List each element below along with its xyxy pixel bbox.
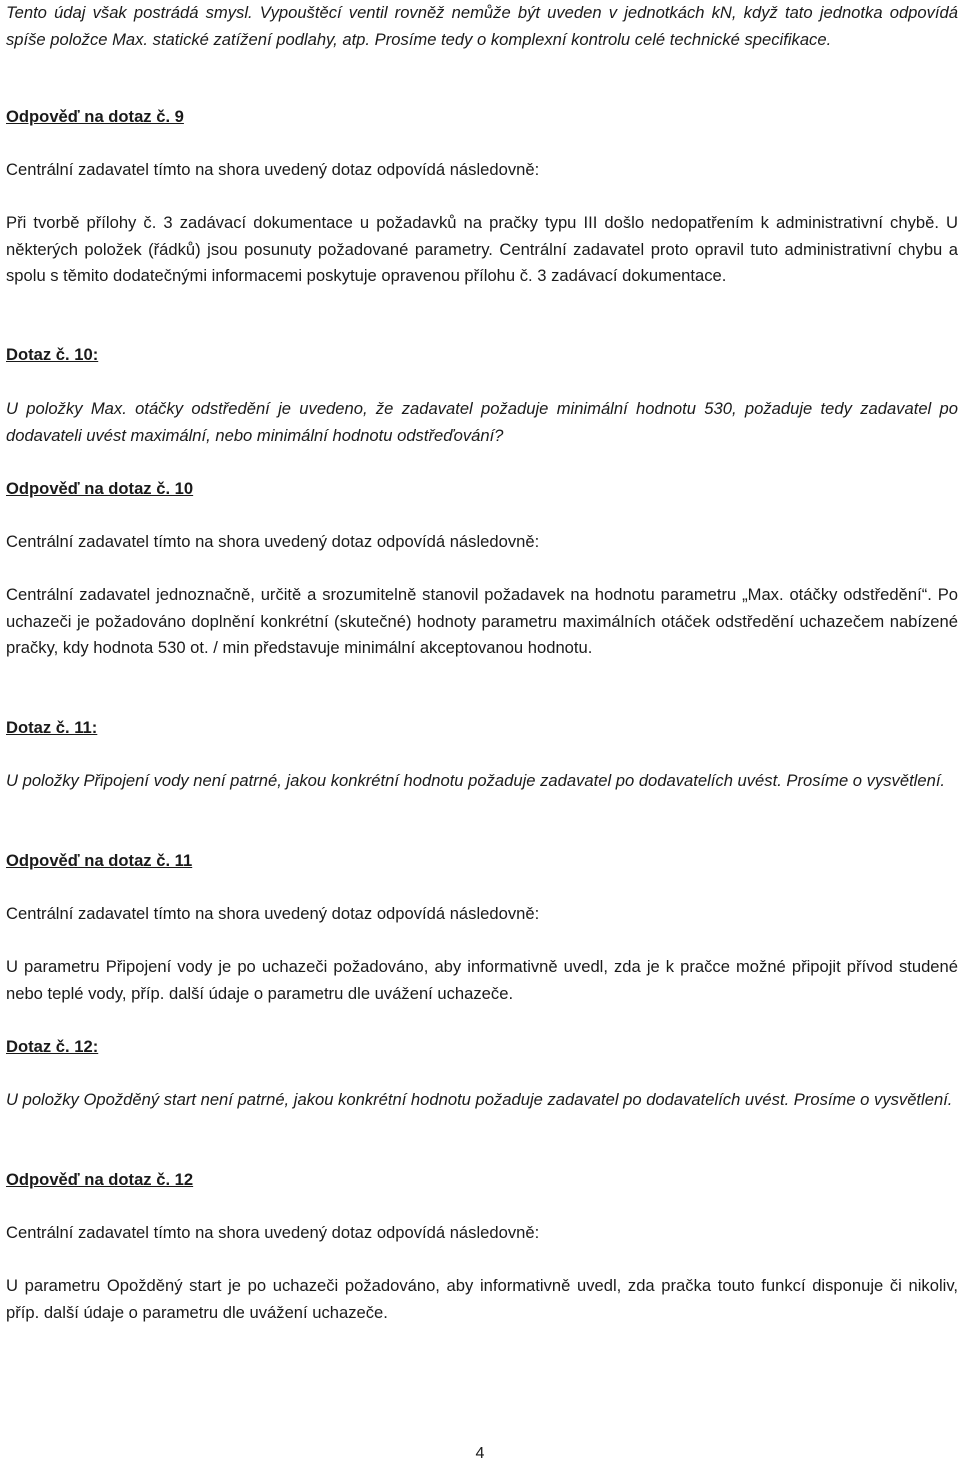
answer-10-lead: Centrální zadavatel tímto na shora uvedený dotaz odpovídá následovně:: [6, 532, 540, 551]
answer-11-heading: Odpověď na dotaz č. 11: [6, 851, 193, 870]
answer-11-heading-block: [6, 848, 958, 875]
question-10-body-block: [6, 396, 958, 449]
answer-12-heading: Odpověď na dotaz č. 12: [6, 1170, 194, 1189]
answer-9-heading: Odpověď na dotaz č. 9: [6, 107, 184, 126]
intro-text: Tento údaj však postrádá smysl. Vypouštěcí ventil rovněž nemůže být uveden v jednotkách kN, když tato jednotka odpovídá spíše položce Max. statické zatížení podlahy, atp. Prosíme tedy o komplexní kontrolu celé technické specifikace.: [6, 3, 958, 49]
question-12-heading-block: [6, 1034, 958, 1061]
answer-9-lead-block: [6, 157, 958, 184]
question-11-body-block: [6, 768, 958, 795]
question-12-body-block: [6, 1087, 958, 1114]
answer-10-lead-block: [6, 529, 958, 556]
answer-10-heading: Odpověď na dotaz č. 10: [6, 479, 194, 498]
answer-12-heading-block: [6, 1167, 958, 1194]
answer-12-lead-block: [6, 1220, 958, 1247]
answer-10-body: Centrální zadavatel jednoznačně, určitě a srozumitelně stanovil požadavek na hodnotu parametru „Max. otáčky odstředění“. Po uchazeči je požadováno doplnění konkrétní (skutečné) hodnoty parametru maximálních otáček odstředění uchazečem nabízené pračky, kdy hodnota 530 ot. / min představuje minimální akceptovanou hodnotu.: [6, 585, 958, 657]
answer-11-body: U parametru Připojení vody je po uchazeči požadováno, aby informativně uvedl, zda je k pračce možné připojit přívod studené nebo teplé vody, příp. další údaje o parametru dle uvážení uchazeče.: [6, 957, 958, 1003]
question-10-heading: Dotaz č. 10:: [6, 345, 99, 364]
intro-section: [6, 0, 958, 53]
answer-9-lead: Centrální zadavatel tímto na shora uvedený dotaz odpovídá následovně:: [6, 160, 540, 179]
answer-11-body-block: [6, 954, 958, 1007]
question-11-body: U položky Připojení vody není patrné, jakou konkrétní hodnotu požaduje zadavatel po dodavatelích uvést. Prosíme o vysvětlení.: [6, 771, 946, 790]
answer-10-body-block: [6, 582, 958, 662]
answer-11-lead-block: [6, 901, 958, 928]
answer-12-body: U parametru Opožděný start je po uchazeči požadováno, aby informativně uvedl, zda pračka touto funkcí disponuje či nikoliv, příp. další údaje o parametru dle uvážení uchazeče.: [6, 1276, 958, 1322]
question-10-body: U položky Max. otáčky odstředění je uvedeno, že zadavatel požaduje minimální hodnotu 530, požaduje tedy zadavatel po dodavateli uvést maximální, nebo minimální hodnotu odstřeďování?: [6, 399, 958, 445]
question-10-heading-block: [6, 342, 958, 369]
question-12-heading: Dotaz č. 12:: [6, 1037, 99, 1056]
question-11-heading: Dotaz č. 11:: [6, 718, 98, 737]
answer-9-body: Při tvorbě přílohy č. 3 zadávací dokumentace u požadavků na pračky typu III došlo nedopatřením k administrativní chybě. U některých položek (řádků) jsou posunuty požadované parametry. Centrální zadavatel proto opravil tuto administrativní chybu a spolu s těmito dodatečnými informacemi poskytuje opravenou přílohu č. 3 zadávací dokumentace.: [6, 213, 958, 285]
answer-10-heading-block: [6, 476, 958, 503]
page-number: 4: [475, 1445, 485, 1462]
answer-11-lead: Centrální zadavatel tímto na shora uvedený dotaz odpovídá následovně:: [6, 904, 540, 923]
answer-9-body-block: [6, 210, 958, 290]
answer-12-lead: Centrální zadavatel tímto na shora uvedený dotaz odpovídá následovně:: [6, 1223, 540, 1242]
question-12-body: U položky Opožděný start není patrné, jakou konkrétní hodnotu požaduje zadavatel po dodavatelích uvést. Prosíme o vysvětlení.: [6, 1090, 953, 1109]
question-11-heading-block: [6, 715, 958, 742]
answer-9-heading-block: [6, 104, 958, 131]
answer-12-body-block: [6, 1273, 958, 1326]
